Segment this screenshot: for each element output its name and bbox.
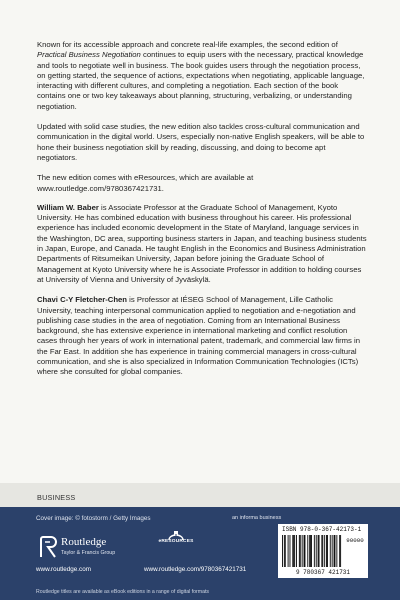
author-bio-text: is Professor at IÉSEG School of Management, Lille Catholic University, teaching interpersonal communication applied to negotiation and e-negotiation and publishing case studies in the area of negotiation. Coming from an International Business background, she has extensive experience in international marketing and conflict resolution cases through her years of work in international patent, trademark, and commercial law firms in the Far East. In addition she has experience in training commercial managers in cross-cultural communication, and she is also specialized in Information Communication Technologies (ICTs) where she consulted for global companies. <box>37 295 361 377</box>
routledge-r-icon <box>40 536 58 558</box>
ebook-note: Routledge titles are available as eBook editions in a range of digital formats <box>36 589 210 595</box>
author-bio-fletcher-chen <box>37 295 367 377</box>
publisher-name: Routledge <box>61 536 107 548</box>
routledge-logo <box>40 534 120 570</box>
author-bio-baber <box>37 203 367 285</box>
eresources-label: eRESOURCES <box>158 539 194 544</box>
blurb-paragraph-1 <box>37 40 367 112</box>
ean-number: 9 780367 421731 <box>295 569 350 576</box>
blurb-text: Known for its accessible approach and concrete real-life examples, the second edition of <box>37 40 338 49</box>
author-name: Chavi C-Y Fletcher-Chen <box>37 295 127 305</box>
author-bio-text: is Associate Professor at the Graduate School of Management, Kyoto University. He has combined education with business throughout his career. His professional experience has included economic development in the State of Maryland, language services in the Washington, DC area, supporting business starters in Japan, and teaching business students in Japan, Europe, and Canada. He taught English in the Economics and Business Administration Departments of Ritsumeikan University, Japan before joining the Graduate School of Management at Kyoto University where he is Associate Professor in addition to holding courses at University of Vienna and University of Jyväskylä. <box>37 202 367 284</box>
cover-image-credit: Cover image: © fotostorm / Getty Images <box>36 515 151 522</box>
blurb-text: continues to equip users with the necessary, practical knowledge and tools to negotiate well in business. The book guides users through the negotiation process, on getting started, the sequence of actions, expectations when negotiating, applicable language, interacting with different cultures, and completing a negotiation. Each section of the book contains one or two key takeaways about planning, structuring, verbalizing, or understanding negotiation. <box>37 50 365 111</box>
publisher-website: www.routledge.com <box>36 566 91 573</box>
book-title: Practical Business Negotiation <box>37 50 141 60</box>
back-cover-text <box>37 40 367 388</box>
blurb-paragraph-3: The new edition comes with eResources, which are available at www.routledge.com/9780367421731. <box>37 173 254 193</box>
isbn-barcode <box>278 524 368 578</box>
publisher-footer <box>0 507 400 600</box>
publisher-group: Taylor & Francis Group <box>61 550 116 556</box>
price-code: 90000 <box>342 536 368 546</box>
eresources-badge <box>155 529 197 551</box>
eresources-url: www.routledge.com/9780367421731 <box>144 566 247 573</box>
author-name: William W. Baber <box>37 202 99 212</box>
category-label: BUSINESS <box>37 493 76 502</box>
blurb-paragraph-2: Updated with solid case studies, the new edition also tackles cross-cultural communication and communication in the digital world. Users, especially non-native English speakers, will be able to hone their business negotiation skill by reading, discussing, and doing to become apt negotiators. <box>37 122 365 162</box>
informa-tagline: an informa business <box>232 515 282 521</box>
isbn-number: ISBN 978-0-367-42173-1 <box>282 526 362 533</box>
